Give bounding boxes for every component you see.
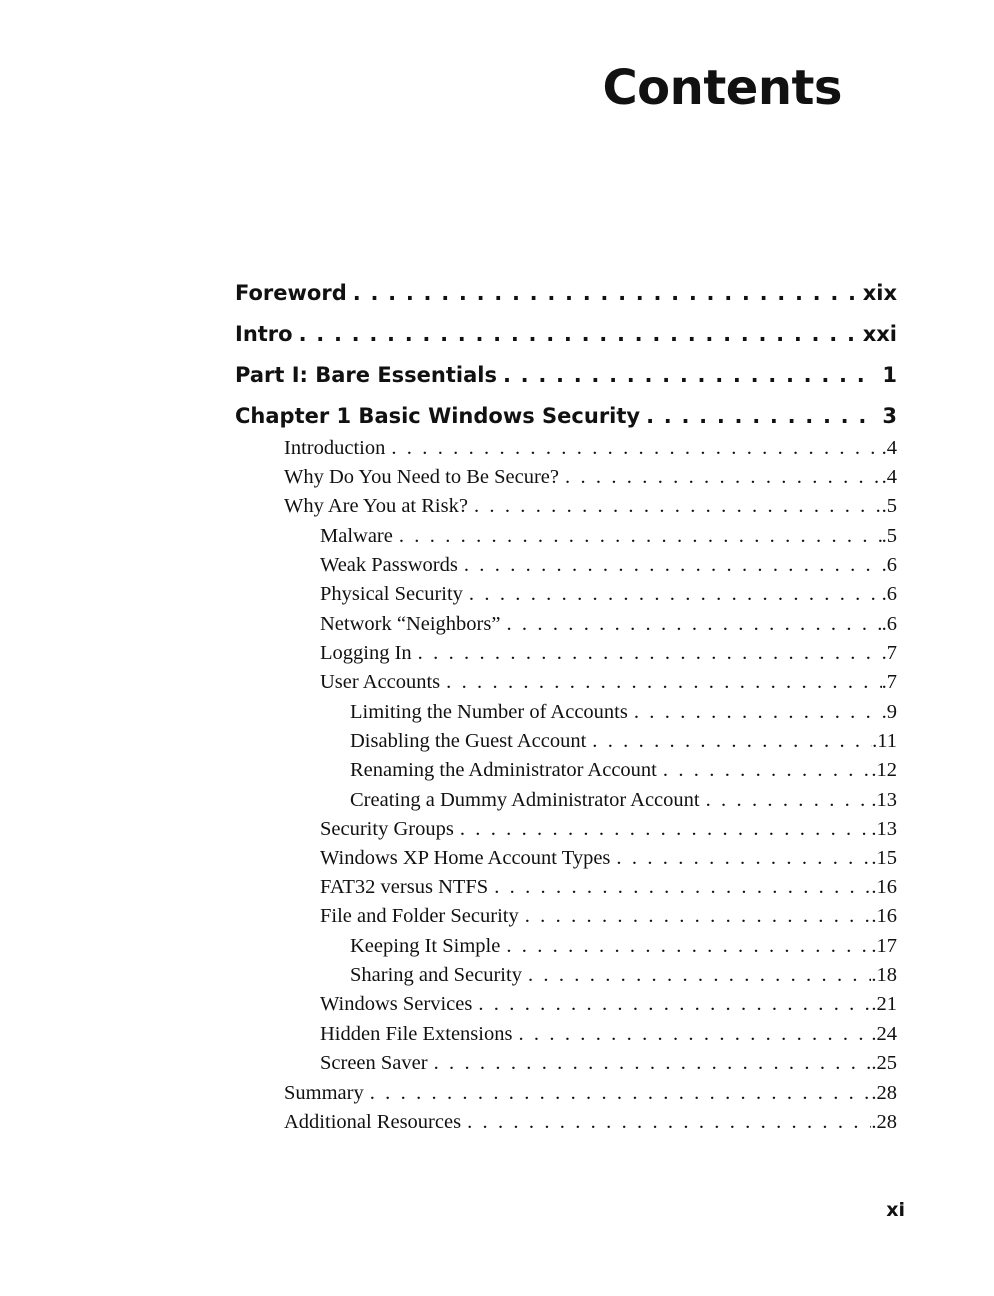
toc-entry-label: Intro <box>235 322 293 346</box>
toc-entry-label: Windows Services <box>320 993 473 1015</box>
toc-entry[interactable] <box>350 964 897 987</box>
toc-entry-foreword[interactable] <box>235 281 897 305</box>
toc-entry-label: Physical Security <box>320 583 463 605</box>
toc-page-number: xix <box>862 281 897 305</box>
toc-entry[interactable] <box>320 554 897 577</box>
page-title: Contents <box>602 60 842 116</box>
toc-entry[interactable] <box>284 495 897 518</box>
toc-entry[interactable] <box>320 905 897 928</box>
toc-page-number: .7 <box>881 671 897 693</box>
toc-entry[interactable] <box>320 1052 897 1075</box>
toc-page-number: .13 <box>871 818 897 840</box>
toc-entry-label: Network “Neighbors” <box>320 613 501 635</box>
toc-entry-label: Security Groups <box>320 818 454 840</box>
toc-page-number: .6 <box>881 613 897 635</box>
dot-leader <box>506 613 881 636</box>
dot-leader <box>299 322 857 346</box>
toc-page-number: .24 <box>871 1023 897 1045</box>
toc-entry[interactable] <box>320 671 897 694</box>
toc-entry-intro[interactable] <box>235 322 897 346</box>
toc-page-number: .5 <box>881 525 897 547</box>
toc-entry-label: Why Are You at Risk? <box>284 495 468 517</box>
toc-entry-label: Foreword <box>235 281 347 305</box>
toc-entry-label: Logging In <box>320 642 412 664</box>
toc-entry[interactable] <box>284 466 897 489</box>
toc-entry-label: Screen Saver <box>320 1052 428 1074</box>
toc-entry[interactable] <box>320 525 897 548</box>
dot-leader <box>663 759 871 782</box>
toc-page-number: .21 <box>871 993 897 1015</box>
toc-page-number: xxi <box>862 322 897 346</box>
toc-entry[interactable] <box>320 993 897 1016</box>
dot-leader <box>391 437 881 460</box>
toc-page-number: .25 <box>871 1052 897 1074</box>
dot-leader <box>616 847 871 870</box>
dot-leader <box>525 905 872 928</box>
toc-entry[interactable] <box>320 642 897 665</box>
toc-entry-label: Part I: Bare Essentials <box>235 363 497 387</box>
dot-leader <box>474 495 882 518</box>
dot-leader <box>646 404 876 428</box>
toc-page-number: .6 <box>881 583 897 605</box>
toc-entry-label: Hidden File Extensions <box>320 1023 513 1045</box>
toc-page-number: .16 <box>871 876 897 898</box>
toc-entry[interactable] <box>350 789 897 812</box>
toc-entry[interactable] <box>320 1023 897 1046</box>
toc-page-number: .6 <box>881 554 897 576</box>
toc-entry[interactable] <box>284 1111 897 1134</box>
toc-page-number: .11 <box>872 730 897 752</box>
toc-entry-label: Keeping It Simple <box>350 935 501 957</box>
toc-page-number: .7 <box>881 642 897 664</box>
toc-entry-label: Introduction <box>284 437 386 459</box>
dot-leader <box>353 281 857 305</box>
toc-entry[interactable] <box>320 876 897 899</box>
toc-page-number: .5 <box>881 495 897 517</box>
dot-leader <box>399 525 882 548</box>
toc-page-number: .4 <box>881 466 897 488</box>
dot-leader <box>460 818 872 841</box>
dot-leader <box>634 701 882 724</box>
toc-entry-label: Chapter 1 Basic Windows Security <box>235 404 641 428</box>
toc-entry-label: Disabling the Guest Account <box>350 730 587 752</box>
toc-page-number: .13 <box>871 789 897 811</box>
toc-entry[interactable] <box>284 1082 897 1105</box>
toc-entry[interactable] <box>320 613 897 636</box>
toc-page-number: .9 <box>881 701 897 723</box>
dot-leader <box>503 363 876 387</box>
toc-page-number: .28 <box>871 1082 897 1104</box>
toc-entry-label: Creating a Dummy Administrator Account <box>350 789 700 811</box>
toc-page-number: .12 <box>871 759 897 781</box>
toc-entry-chapter-1[interactable] <box>235 404 897 428</box>
toc-entry-label: File and Folder Security <box>320 905 519 927</box>
toc-entry[interactable] <box>350 935 897 958</box>
toc-entry-label: Limiting the Number of Accounts <box>350 701 628 723</box>
dot-leader <box>370 1082 872 1105</box>
dot-leader <box>494 876 871 899</box>
toc-entry[interactable] <box>284 437 897 460</box>
dot-leader <box>418 642 882 665</box>
toc-page-number: .18 <box>871 964 897 986</box>
dot-leader <box>434 1052 872 1075</box>
toc-entry-label: User Accounts <box>320 671 441 693</box>
toc-entry-part-1[interactable] <box>235 363 897 387</box>
toc-entry-label: Windows XP Home Account Types <box>320 847 611 869</box>
toc-entry-label: Weak Passwords <box>320 554 458 576</box>
toc-entry[interactable] <box>350 701 897 724</box>
toc-entry[interactable] <box>320 818 897 841</box>
toc-page-number: .17 <box>871 935 897 957</box>
dot-leader <box>467 1111 871 1134</box>
toc-page-number: .15 <box>871 847 897 869</box>
toc-page-number: .16 <box>871 905 897 927</box>
dot-leader <box>464 554 882 577</box>
toc-page-number: 1 <box>882 363 897 387</box>
dot-leader <box>469 583 882 606</box>
dot-leader <box>446 671 881 694</box>
toc-page-number: .28 <box>871 1111 897 1133</box>
toc-entry-label: Summary <box>284 1082 364 1104</box>
dot-leader <box>592 730 872 753</box>
dot-leader <box>565 466 882 489</box>
toc-entry[interactable] <box>350 759 897 782</box>
toc-entry-label: Sharing and Security <box>350 964 522 986</box>
dot-leader <box>478 993 871 1016</box>
page-number: xi <box>886 1199 905 1221</box>
toc-entry-label: Why Do You Need to Be Secure? <box>284 466 559 488</box>
toc-entry-label: Additional Resources <box>284 1111 462 1133</box>
toc-entry[interactable] <box>350 730 897 753</box>
dot-leader <box>506 935 871 958</box>
toc-entry[interactable] <box>320 847 897 870</box>
toc-entry-label: FAT32 versus NTFS <box>320 876 489 898</box>
toc-page-number: .4 <box>881 437 897 459</box>
toc-entry-label: Renaming the Administrator Account <box>350 759 657 781</box>
toc-entry[interactable] <box>320 583 897 606</box>
toc-entry-label: Malware <box>320 525 393 547</box>
dot-leader <box>706 789 872 812</box>
dot-leader <box>528 964 871 987</box>
table-of-contents <box>235 0 897 1296</box>
toc-page-number: 3 <box>882 404 897 428</box>
dot-leader <box>518 1023 871 1046</box>
